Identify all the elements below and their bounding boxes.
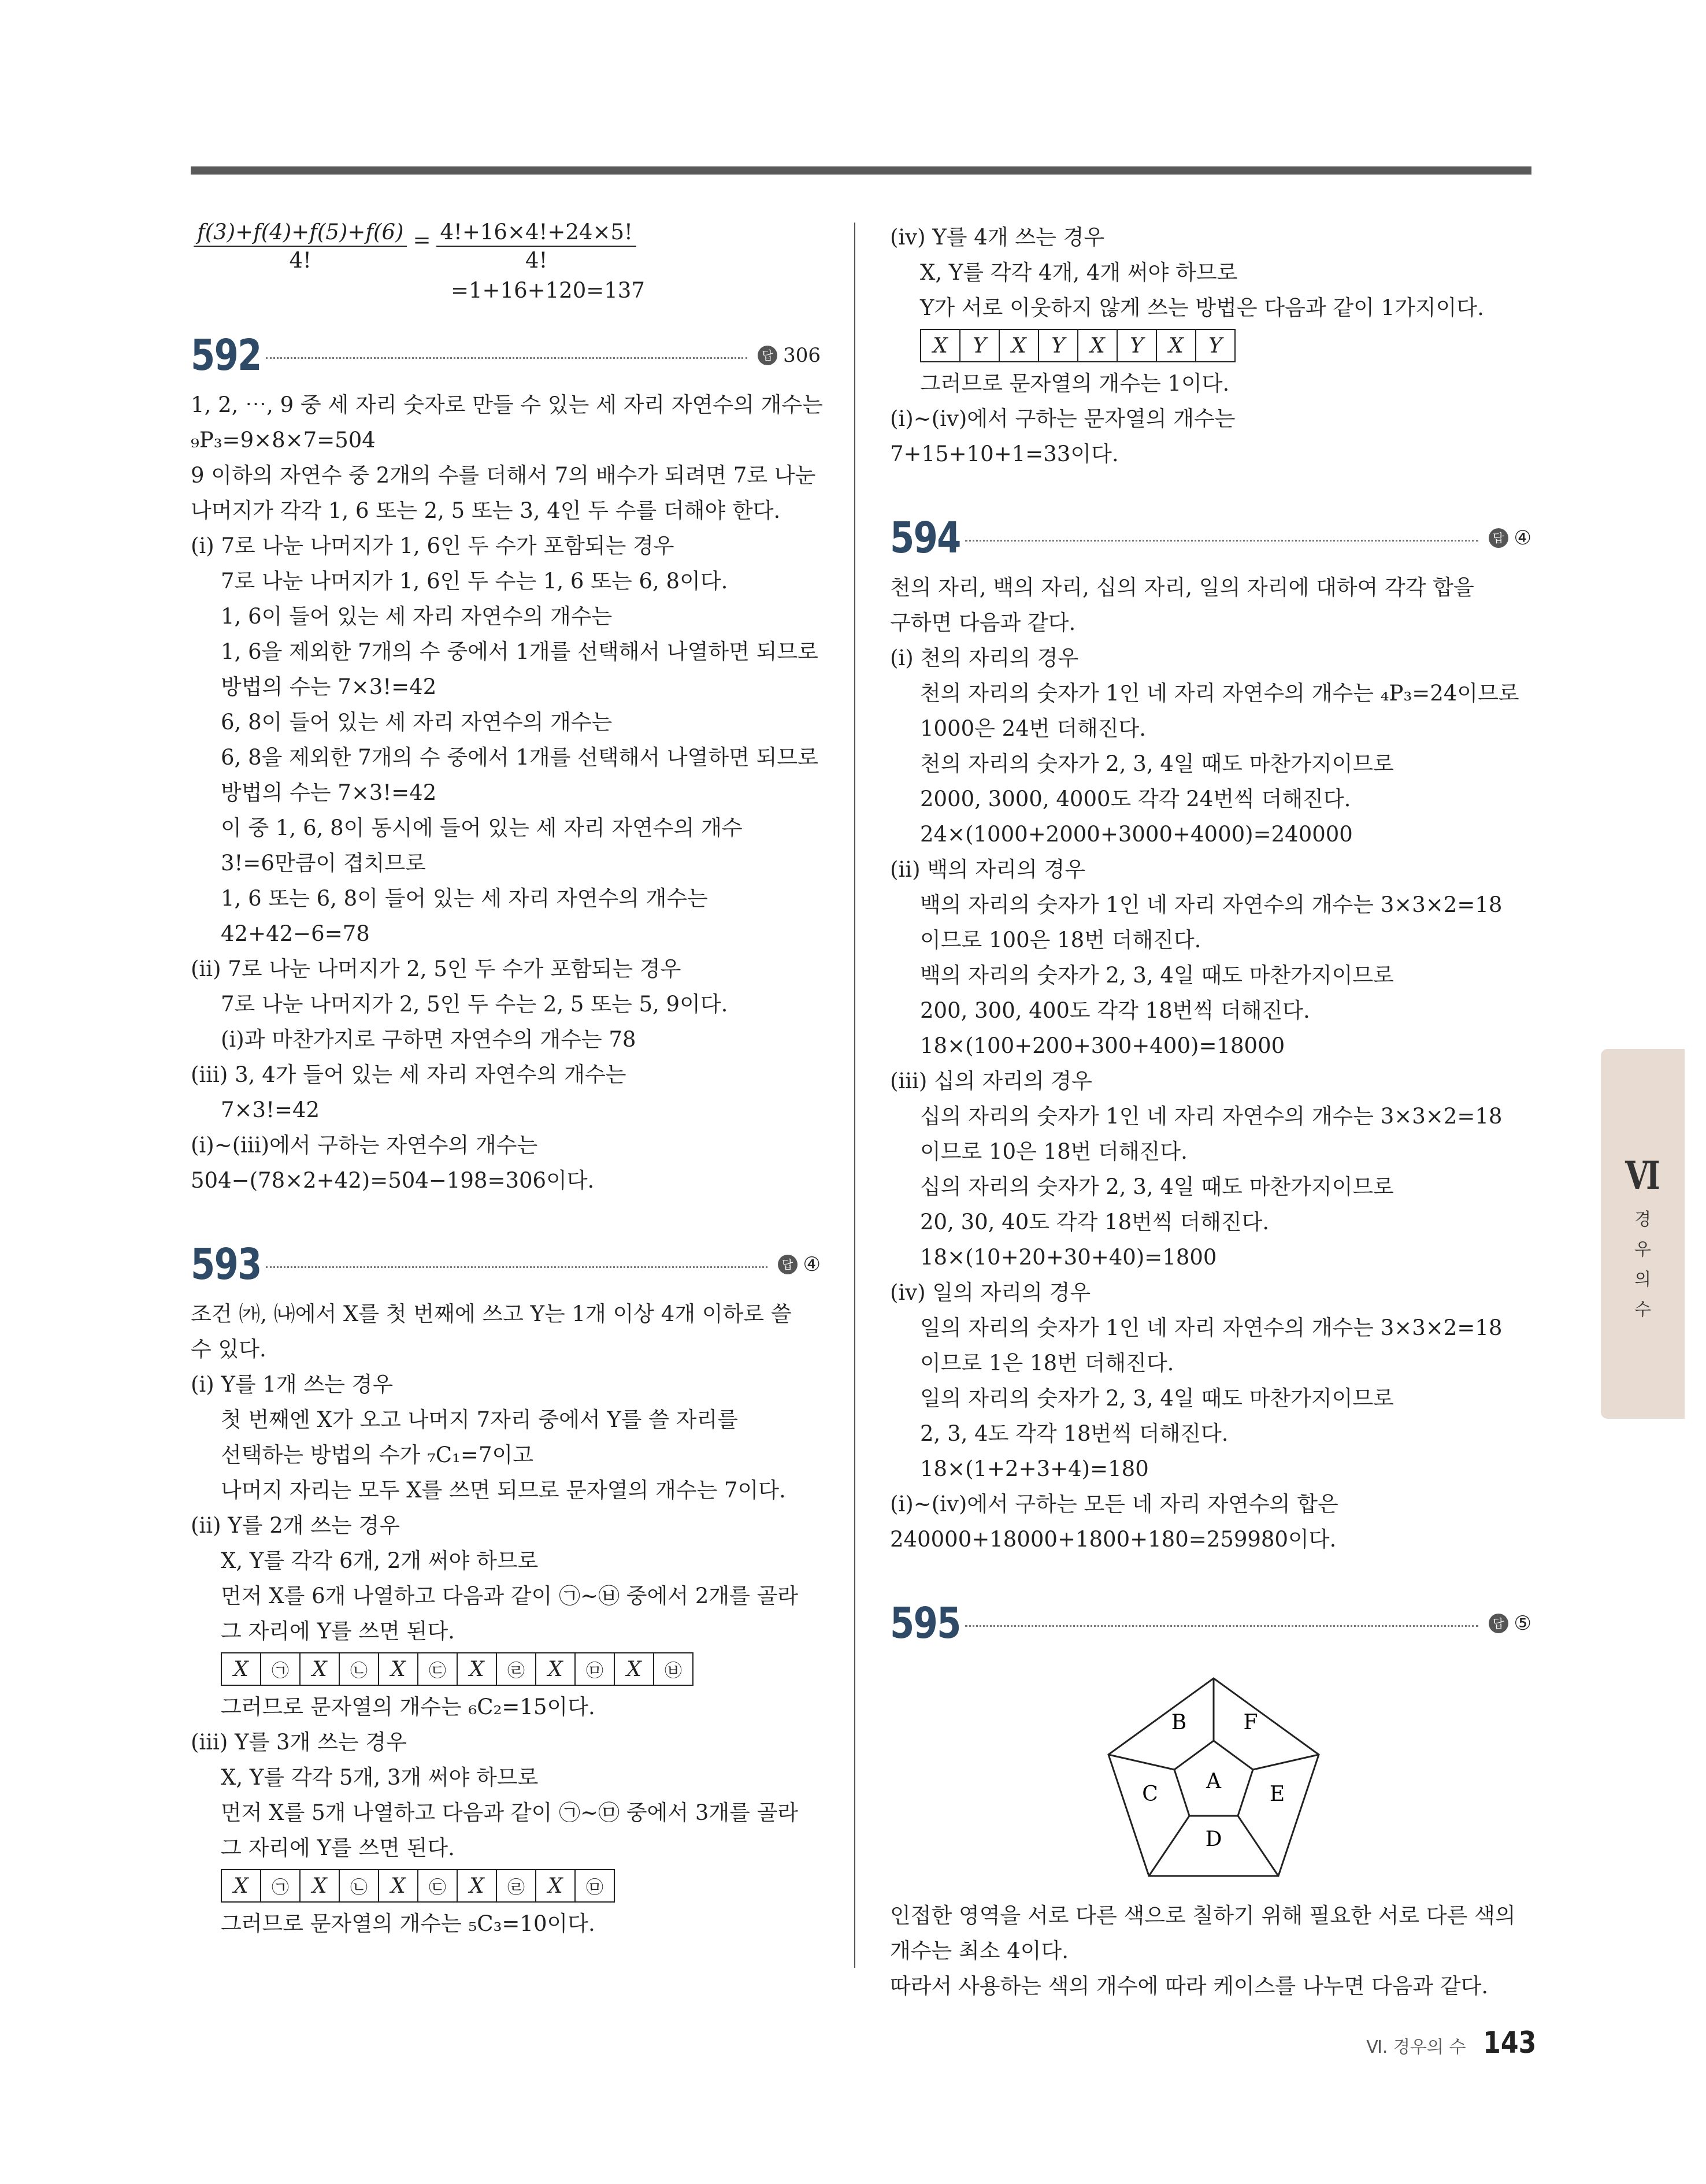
top-rule: [191, 166, 1531, 175]
text-line: (ⅲ) 십의 자리의 경우: [890, 1069, 1092, 1093]
sequence-cell: X: [300, 1870, 339, 1902]
text-line: (ⅱ) Y를 2개 쓰는 경우: [191, 1513, 400, 1538]
region-label-C: C: [1142, 1782, 1158, 1806]
problem-header-592: [191, 324, 821, 387]
chapter-title-vertical: [1601, 1205, 1685, 1325]
fraction-numerator: f(3)+f(4)+f(5)+f(6): [194, 220, 407, 247]
text-line: 나머지가 각각 1, 6 또는 2, 5 또는 3, 4인 두 수를 더해야 한다.: [191, 498, 781, 523]
sequence-table-3: [920, 329, 1236, 362]
text-line: 1, 2, ⋯, 9 중 세 자리 숫자로 만들 수 있는 세 자리 자연수의 개수는: [191, 392, 823, 417]
text-line: 200, 300, 400도 각각 18번씩 더해진다.: [920, 998, 1310, 1023]
sequence-cell: ㉤: [575, 1653, 614, 1685]
sequence-cell: X: [379, 1653, 418, 1685]
text-line: 7×3!=42: [221, 1097, 320, 1122]
text-line: 1000은 24번 더해진다.: [920, 716, 1146, 741]
problem-number: 592: [191, 331, 261, 380]
text-line: 그러므로 문자열의 개수는 1이다.: [920, 371, 1230, 396]
divider-line: [1149, 1816, 1189, 1876]
sequence-cell: X: [1078, 329, 1117, 362]
solution-595: [890, 1898, 1531, 2004]
answer-value: ④: [1514, 526, 1531, 550]
problem-header-595: [890, 1592, 1531, 1655]
text-line: 천의 자리, 백의 자리, 십의 자리, 일의 자리에 대하여 각각 합을: [890, 575, 1474, 600]
text-line: (ⅲ) 3, 4가 들어 있는 세 자리 자연수의 개수는: [191, 1062, 626, 1087]
text-line: 6, 8을 제외한 7개의 수 중에서 1개를 선택해서 나열하면 되므로: [221, 745, 818, 770]
sequence-cell: X: [457, 1653, 496, 1685]
text-line: (ⅳ) 일의 자리의 경우: [890, 1280, 1091, 1305]
sequence-cell: ㉡: [339, 1653, 379, 1685]
sequence-cell: X: [221, 1870, 261, 1902]
text-line: 이 중 1, 6, 8이 동시에 들어 있는 세 자리 자연수의 개수: [221, 815, 743, 840]
text-line: 첫 번째엔 X가 오고 나머지 7자리 중에서 Y를 쓸 자리를: [221, 1407, 738, 1432]
text-line: (ⅰ)~(ⅳ)에서 구하는 문자열의 개수는: [890, 406, 1236, 431]
region-label-F: F: [1243, 1711, 1258, 1734]
text-line: 18×(1+2+3+4)=180: [920, 1456, 1149, 1481]
text-line: 십의 자리의 숫자가 1인 네 자리 자연수의 개수는 3×3×2=18: [920, 1104, 1503, 1129]
sequence-cell: X: [614, 1653, 654, 1685]
chapter-char: 의: [1634, 1270, 1651, 1290]
sequence-cell: ㉡: [339, 1870, 379, 1902]
text-line: (ⅱ) 7로 나눈 나머지가 2, 5인 두 수가 포함되는 경우: [191, 956, 681, 981]
chapter-side-tab: [1601, 1049, 1685, 1419]
text-line: 선택하는 방법의 수가 ₇C₁=7이고: [221, 1443, 533, 1467]
sequence-cell: X: [999, 329, 1039, 362]
intro-result: =1+16+120=137: [451, 278, 645, 303]
answer-label: [1489, 526, 1531, 550]
text-line: 9 이하의 자연수 중 2개의 수를 더해서 7의 배수가 되려면 7로 나눈: [191, 463, 816, 488]
text-line: 먼저 X를 6개 나열하고 다음과 같이 ㉠~㉥ 중에서 2개를 골라: [221, 1584, 799, 1608]
text-line: 504−(78×2+42)=504−198=306이다.: [191, 1168, 595, 1193]
answer-badge: 답: [758, 346, 777, 365]
text-line: 나머지 자리는 모두 X를 쓰면 되므로 문자열의 개수는 7이다.: [221, 1478, 786, 1503]
sequence-cell: ㉤: [575, 1870, 614, 1902]
divider-line: [1238, 1816, 1278, 1876]
text-line: 그 자리에 Y를 쓰면 된다.: [221, 1619, 455, 1644]
answer-badge: 답: [1489, 528, 1508, 548]
sequence-cell: Y: [960, 329, 999, 362]
text-line: 24×(1000+2000+3000+4000)=240000: [920, 822, 1353, 847]
answer-value: ⑤: [1514, 1612, 1531, 1635]
region-label-A: A: [1206, 1770, 1221, 1793]
divider-line: [1108, 1755, 1174, 1770]
text-line: X, Y를 각각 5개, 3개 써야 하므로: [221, 1765, 539, 1790]
text-line: 수 있다.: [191, 1337, 266, 1362]
text-line: 2000, 3000, 4000도 각각 24번씩 더해진다.: [920, 787, 1351, 811]
footer-chapter: Ⅵ. 경우의 수: [1366, 2037, 1466, 2057]
region-label-D: D: [1205, 1827, 1222, 1851]
dotted-leader: [266, 1266, 767, 1268]
text-line: 42+42−6=78: [221, 921, 370, 946]
column-divider: [854, 223, 855, 1968]
text-line: 따라서 사용하는 색의 개수에 따라 케이스를 나누면 다음과 같다.: [890, 1974, 1489, 1998]
text-line: 18×(100+200+300+400)=18000: [920, 1033, 1285, 1058]
text-line: (ⅰ) 천의 자리의 경우: [890, 646, 1079, 670]
sequence-cell: Y: [1039, 329, 1078, 362]
text-line: 조건 ㈎, ㈏에서 X를 첫 번째에 쓰고 Y는 1개 이상 4개 이하로 쓸: [191, 1301, 792, 1326]
text-line: 백의 자리의 숫자가 1인 네 자리 자연수의 개수는 3×3×2=18: [920, 892, 1503, 917]
text-line: 십의 자리의 숫자가 2, 3, 4일 때도 마찬가지이므로: [920, 1174, 1394, 1199]
page-footer: [1366, 2026, 1541, 2060]
pentagon-region-diagram: [1104, 1673, 1323, 1881]
text-line: (ⅰ)~(ⅳ)에서 구하는 모든 네 자리 자연수의 합은: [890, 1492, 1338, 1516]
text-line: 천의 자리의 숫자가 2, 3, 4일 때도 마찬가지이므로: [920, 751, 1394, 776]
text-line: Y가 서로 이웃하지 않게 쓰는 방법은 다음과 같이 1가지이다.: [920, 295, 1484, 320]
text-line: 6, 8이 들어 있는 세 자리 자연수의 개수는: [221, 710, 613, 735]
solution-593-part-c: [191, 1906, 821, 1941]
text-line: 먼저 X를 5개 나열하고 다음과 같이 ㉠~㉤ 중에서 3개를 골라: [221, 1800, 799, 1825]
sequence-cell: Y: [1117, 329, 1156, 362]
text-line: (ⅲ) Y를 3개 쓰는 경우: [191, 1730, 407, 1755]
dotted-leader: [965, 1625, 1478, 1627]
sequence-table-1: [221, 1652, 693, 1686]
chapter-char: 경: [1634, 1210, 1651, 1230]
sequence-cell: X: [221, 1653, 261, 1685]
solution-593-part-d: [890, 220, 1531, 325]
text-line: 그러므로 문자열의 개수는 ₅C₃=10이다.: [221, 1911, 595, 1936]
chapter-roman-numeral: Ⅵ: [1625, 1153, 1660, 1198]
problem-header-593: [191, 1233, 821, 1296]
region-label-B: B: [1171, 1711, 1187, 1734]
text-line: (ⅰ) Y를 1개 쓰는 경우: [191, 1372, 394, 1397]
answer-label: [1489, 1612, 1531, 1635]
answer-label: [778, 1253, 821, 1276]
text-line: 7로 나눈 나머지가 1, 6인 두 수는 1, 6 또는 6, 8이다.: [221, 569, 728, 594]
text-line: 1, 6을 제외한 7개의 수 중에서 1개를 선택해서 나열하면 되므로: [221, 639, 818, 664]
text-line: (ⅰ) 7로 나눈 나머지가 1, 6인 두 수가 포함되는 경우: [191, 533, 674, 558]
sequence-cell: Y: [1196, 329, 1235, 362]
text-line: 이므로 10은 18번 더해진다.: [920, 1139, 1188, 1164]
sequence-cell: X: [1156, 329, 1196, 362]
text-line: 7+15+10+1=33이다.: [890, 442, 1119, 466]
region-label-E: E: [1269, 1782, 1285, 1806]
chapter-char: 우: [1634, 1240, 1651, 1260]
text-line: 3!=6만큼이 겹치므로: [221, 851, 426, 876]
dotted-leader: [266, 357, 747, 359]
equals-sign: =: [413, 228, 431, 253]
text-line: 천의 자리의 숫자가 1인 네 자리 자연수의 개수는 ₄P₃=24이므로: [920, 681, 1519, 706]
solution-593-part-a: [191, 1296, 821, 1649]
sequence-cell: X: [536, 1870, 575, 1902]
text-line: 일의 자리의 숫자가 2, 3, 4일 때도 마찬가지이므로: [920, 1386, 1394, 1411]
answer-value: 306: [783, 344, 821, 367]
text-line: (ⅰ)과 마찬가지로 구하면 자연수의 개수는 78: [221, 1027, 636, 1052]
text-line: 7로 나눈 나머지가 2, 5인 두 수는 2, 5 또는 5, 9이다.: [221, 992, 728, 1017]
text-line: (ⅳ) Y를 4개 쓰는 경우: [890, 225, 1105, 250]
sequence-cell: ㉣: [496, 1653, 536, 1685]
text-line: X, Y를 각각 4개, 4개 써야 하므로: [920, 260, 1238, 285]
text-line: (ⅱ) 백의 자리의 경우: [890, 857, 1086, 882]
problem-number: 593: [191, 1240, 261, 1289]
sequence-cell: X: [379, 1870, 418, 1902]
text-line: 방법의 수는 7×3!=42: [221, 780, 437, 805]
sequence-cell: X: [921, 329, 960, 362]
left-column: [191, 220, 821, 1941]
text-line: 20, 30, 40도 각각 18번씩 더해진다.: [920, 1210, 1270, 1234]
dotted-leader: [965, 540, 1478, 542]
text-line: 개수는 최소 4이다.: [890, 1938, 1069, 1963]
text-line: 1, 6 또는 6, 8이 들어 있는 세 자리 자연수의 개수는: [221, 886, 708, 911]
sequence-cell: ㉢: [418, 1653, 457, 1685]
text-line: 이므로 1은 18번 더해진다.: [920, 1351, 1174, 1375]
sequence-cell: X: [536, 1653, 575, 1685]
sequence-cell: ㉥: [654, 1653, 693, 1685]
solution-592: [191, 387, 821, 1198]
text-line: X, Y를 각각 6개, 2개 써야 하므로: [221, 1548, 539, 1573]
text-line: 18×(10+20+30+40)=1800: [920, 1245, 1217, 1270]
text-line: 그 자리에 Y를 쓰면 된다.: [221, 1836, 455, 1860]
sequence-cell: ㉠: [261, 1870, 300, 1902]
sequence-cell: X: [457, 1870, 496, 1902]
problem-header-594: [890, 506, 1531, 570]
text-line: 이므로 100은 18번 더해진다.: [920, 928, 1201, 952]
divider-line: [1253, 1755, 1319, 1770]
text-line: (ⅰ)~(ⅲ)에서 구하는 자연수의 개수는: [191, 1133, 538, 1158]
right-column: [890, 220, 1531, 2004]
text-line: 240000+18000+1800+180=259980이다.: [890, 1527, 1337, 1552]
text-line: 일의 자리의 숫자가 1인 네 자리 자연수의 개수는 3×3×2=18: [920, 1315, 1503, 1340]
solution-593-part-e: [890, 366, 1531, 472]
answer-badge: 답: [778, 1255, 798, 1274]
sequence-table-2: [221, 1869, 615, 1903]
page-number: 143: [1483, 2026, 1537, 2060]
problem-number: 594: [890, 513, 960, 563]
fraction-denominator: 4!: [289, 248, 311, 273]
solution-593-part-b: [191, 1689, 821, 1866]
text-line: ₉P₃=9×8×7=504: [191, 428, 376, 453]
sequence-cell: ㉣: [496, 1870, 536, 1902]
answer-value: ④: [803, 1253, 821, 1276]
sequence-cell: ㉢: [418, 1870, 457, 1902]
text-line: 2, 3, 4도 각각 18번씩 더해진다.: [920, 1421, 1229, 1446]
text-line: 그러므로 문자열의 개수는 ₆C₂=15이다.: [221, 1694, 595, 1719]
text-line: 백의 자리의 숫자가 2, 3, 4일 때도 마찬가지이므로: [920, 963, 1394, 988]
text-line: 구하면 다음과 같다.: [890, 610, 1076, 635]
answer-badge: 답: [1489, 1614, 1508, 1633]
text-line: 인접한 영역을 서로 다른 색으로 칠하기 위해 필요한 서로 다른 색의: [890, 1903, 1516, 1928]
fraction-numerator: 4!+16×4!+24×5!: [436, 220, 636, 247]
text-line: 방법의 수는 7×3!=42: [221, 674, 437, 699]
text-line: 1, 6이 들어 있는 세 자리 자연수의 개수는: [221, 604, 613, 629]
fraction-denominator: 4!: [525, 248, 548, 273]
intro-equation: [191, 220, 821, 324]
problem-number: 595: [890, 1599, 960, 1648]
chapter-char: 수: [1634, 1300, 1651, 1320]
sequence-cell: ㉠: [261, 1653, 300, 1685]
answer-label: [758, 344, 821, 367]
sequence-cell: X: [300, 1653, 339, 1685]
solution-594: [890, 570, 1531, 1557]
